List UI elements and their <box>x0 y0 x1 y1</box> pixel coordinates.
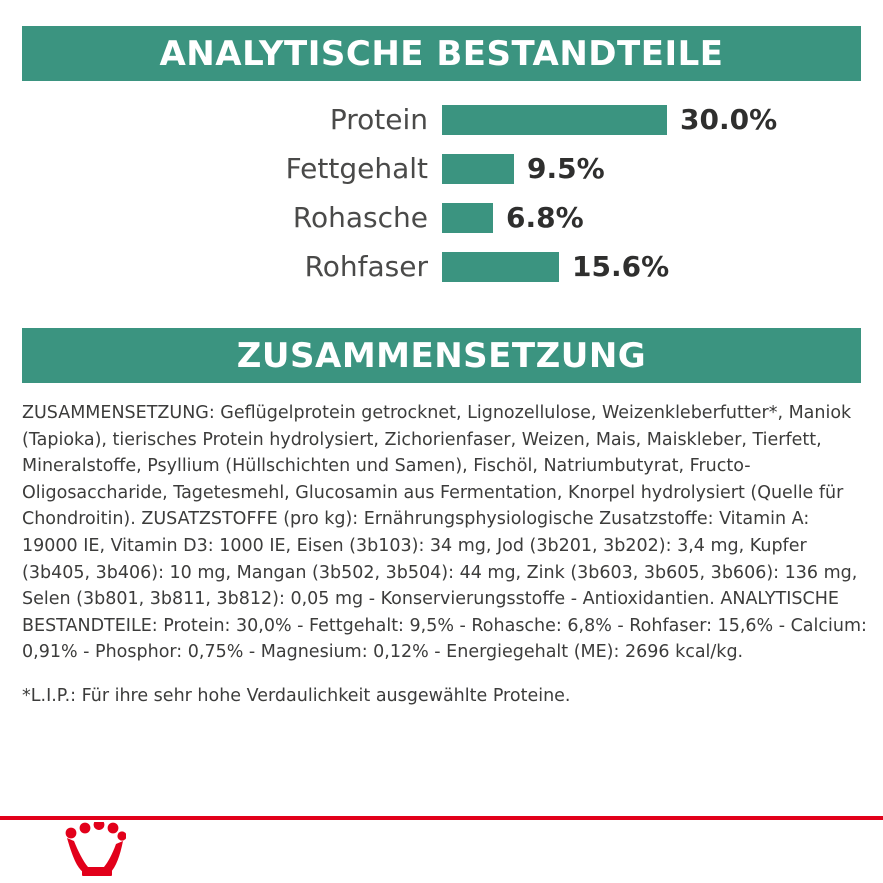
composition-paragraph: ZUSAMMENSETZUNG: Geflügelprotein getrocknet, Lignozellulose, Weizenkleberfutter*, Maniok (Tapioka), tierisches Protein hydrolysiert, Zichorienfaser, Weizen, Mais, Maiskleber, Tierfett, Mineralstoffe, Psyllium (Hüllschichten und Samen), Fischöl, Natriumbutyrat, Fructo-Oligosaccharide, Tagetesmehl, Glucosamin aus Fermentation, Knorpel hydrolysiert (Quelle für Chondroitin). ZUSATZSTOFFE (pro kg): Ernährungsphysiologische Zusatzstoffe: Vitamin A: 19000 IE, Vitamin D3: 1000 IE, Eisen (3b103): 34 mg, Jod (3b201, 3b202): 3,4 mg, Kupfer (3b405, 3b406): 10 mg, Mangan (3b502, 3b504): 44 mg, Zink (3b603, 3b605, 3b606): 136 mg, Selen (3b801, 3b811, 3b812): 0,05 mg - Konservierungsstoffe - Antioxidantien. ANALYTISCHE BESTANDTEILE: Protein: 30,0% - Fettgehalt: 9,5% - Rohasche: 6,8% - Rohfaser: 15,6% - Calcium: 0,91% - Phosphor: 0,75% - Magnesium: 0,12% - Energiegehalt (ME): 2696 kcal/kg. <box>22 403 867 663</box>
bar-track-protein <box>442 103 861 136</box>
royal-canin-crown-logo-icon <box>64 822 126 877</box>
footer-divider <box>0 816 883 820</box>
bar-value-fettgehalt: 9.5% <box>527 152 605 185</box>
bar-value-rohfaser: 15.6% <box>572 250 670 283</box>
bar-fill-fettgehalt <box>442 154 514 184</box>
bar-label-rohfaser: Rohfaser <box>304 250 428 283</box>
analytical-constituents-chart <box>22 95 861 310</box>
bar-track-rohasche <box>442 201 861 234</box>
bar-label-protein: Protein <box>329 103 428 136</box>
bar-label-rohasche: Rohasche <box>292 201 428 234</box>
bar-track-rohfaser <box>442 250 861 283</box>
bar-value-rohasche: 6.8% <box>506 201 584 234</box>
bar-track-fettgehalt <box>442 152 861 185</box>
bar-label-fettgehalt: Fettgehalt <box>285 152 428 185</box>
lip-footnote-paragraph: *L.I.P.: Für ihre sehr hohe Verdaulichkeit ausgewählte Proteine. <box>22 685 571 706</box>
chart-row-rohasche <box>22 193 861 242</box>
chart-row-fettgehalt <box>22 144 861 193</box>
bar-fill-rohfaser <box>442 252 559 282</box>
composition-banner: ZUSAMMENSETZUNG <box>22 328 861 383</box>
bar-value-protein: 30.0% <box>680 103 778 136</box>
composition-text-block <box>22 400 867 727</box>
analytical-constituents-banner: ANALYTISCHE BESTANDTEILE <box>22 26 861 81</box>
bar-fill-rohasche <box>442 203 493 233</box>
chart-row-protein <box>22 95 861 144</box>
bar-fill-protein <box>442 105 667 135</box>
chart-row-rohfaser <box>22 242 861 291</box>
